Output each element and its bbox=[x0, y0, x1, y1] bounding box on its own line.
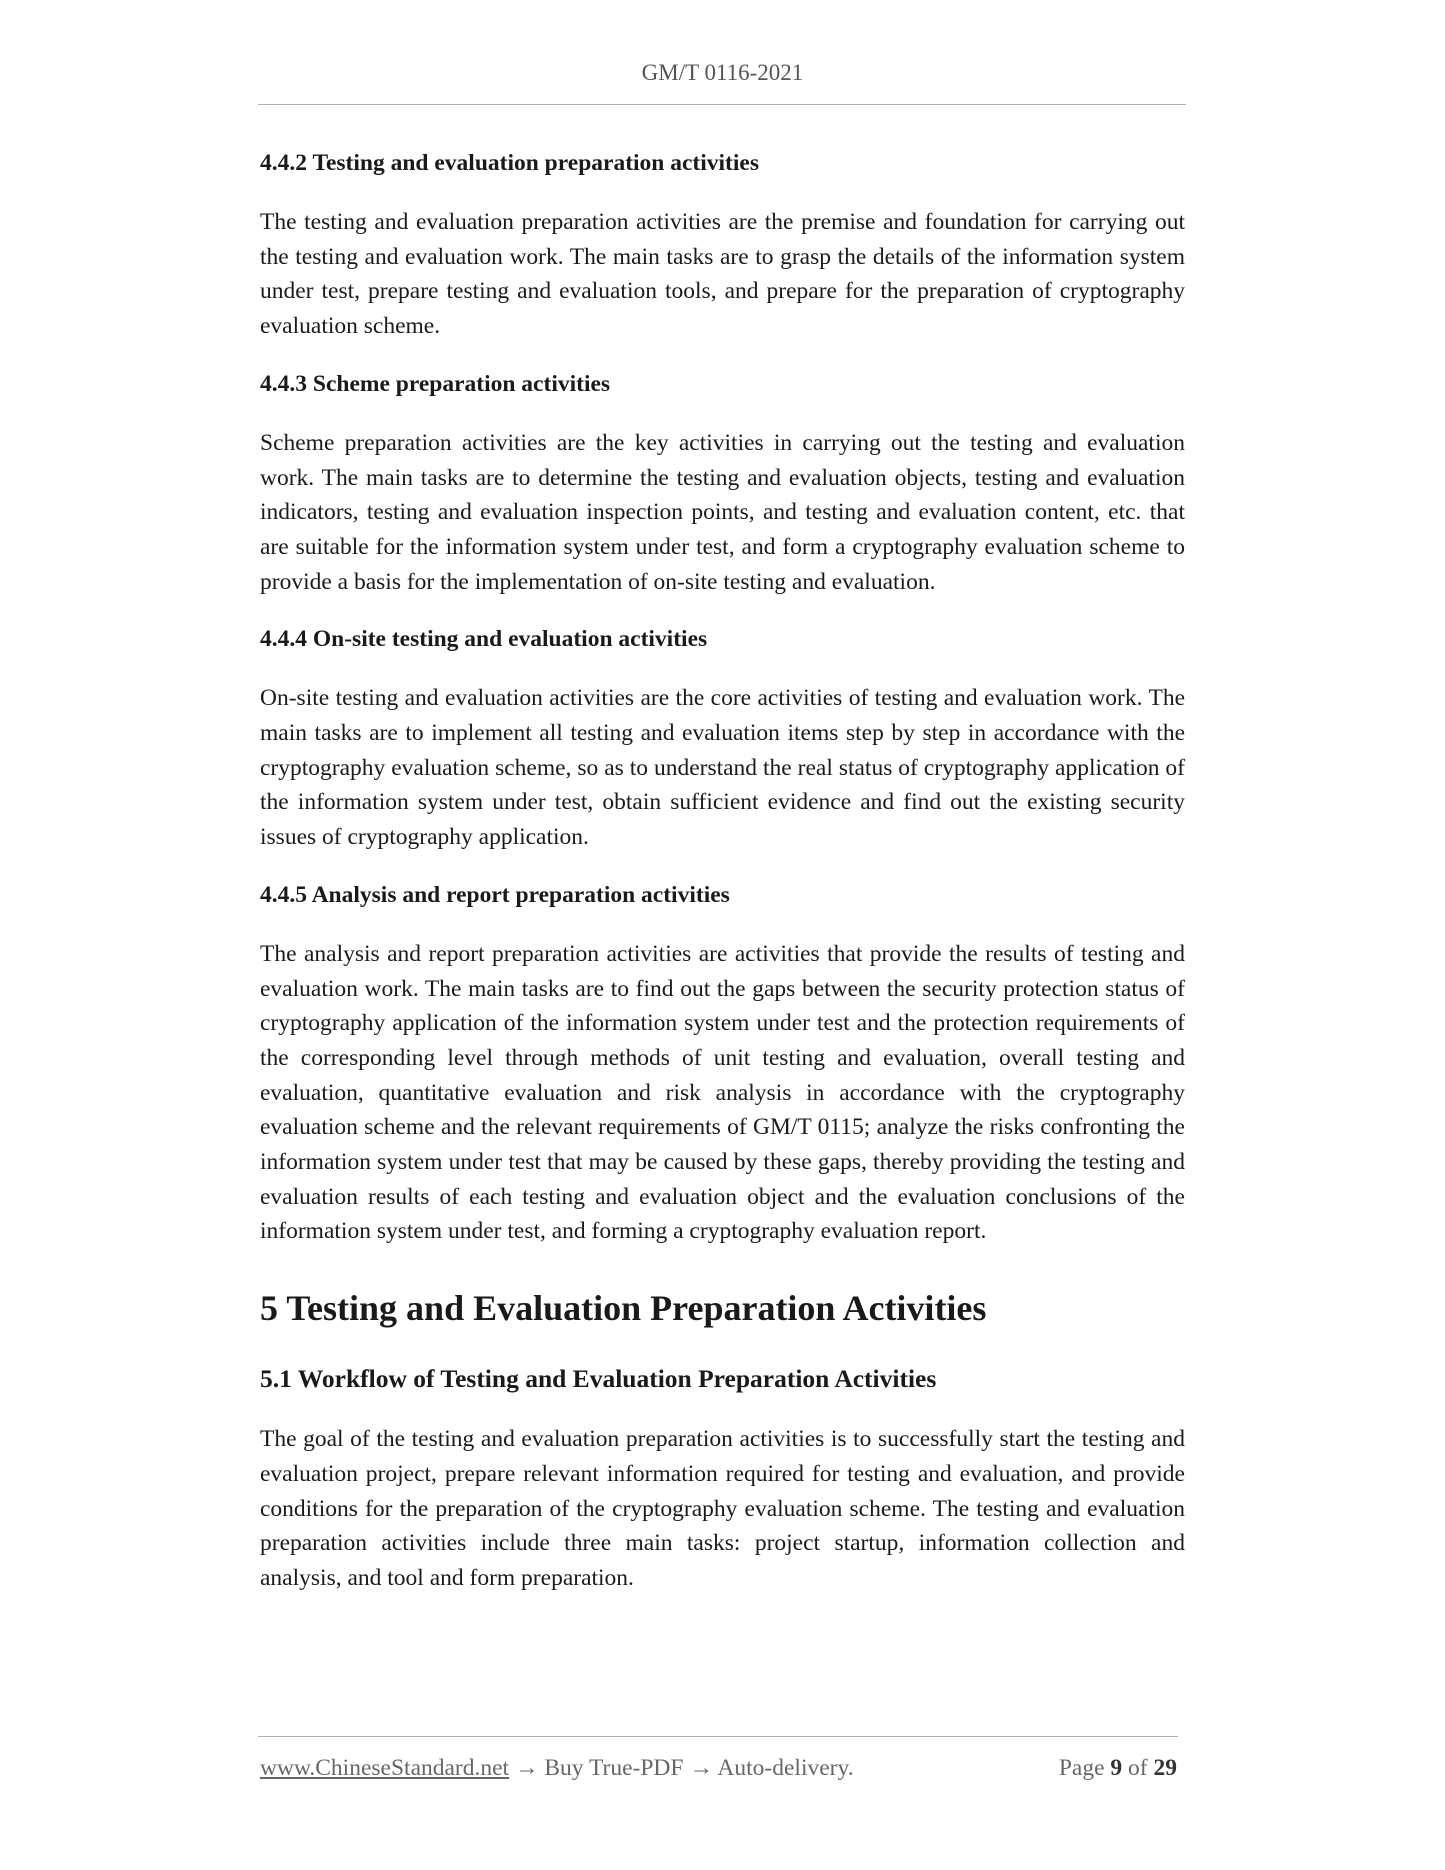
heading-4-4-4: 4.4.4 On-site testing and evaluation activities bbox=[260, 626, 708, 653]
page-label: Page bbox=[1058, 1755, 1105, 1781]
page-current: 9 bbox=[1110, 1755, 1123, 1781]
paragraph-5-1: The goal of the testing and evaluation preparation activities is to successfully start the testing and evaluation project, prepare relevant information required for testing and evaluation, and provide conditions for the preparation of the cryptography evaluation scheme. The testing and evaluation preparation activities include three main tasks: project startup, information collection and analysis, and tool and form preparation. bbox=[260, 1426, 1185, 1591]
heading-chapter-5: 5 Testing and Evaluation Preparation Activities bbox=[260, 1288, 987, 1329]
header-divider bbox=[258, 104, 1186, 105]
footer-promo bbox=[260, 1755, 854, 1782]
arrow-right-icon: → bbox=[689, 1755, 713, 1781]
page-of-label: of bbox=[1128, 1755, 1148, 1781]
page-content bbox=[260, 148, 1185, 1621]
footer-divider bbox=[258, 1736, 1178, 1737]
arrow-right-icon: → bbox=[514, 1755, 539, 1781]
auto-delivery-text: Auto-delivery. bbox=[717, 1755, 854, 1781]
heading-5-1: 5.1 Workflow of Testing and Evaluation Preparation Activities bbox=[260, 1364, 937, 1394]
chinesestandard-link[interactable]: www.ChineseStandard.net bbox=[260, 1755, 510, 1781]
paragraph-4-4-5: The analysis and report preparation activities are activities that provide the results of testing and evaluation work. The main tasks are to find out the gaps between the security protection status of cryptography application of the information system under test and the protection requirements of the corresponding level through methods of unit testing and evaluation, overall testing and evaluation, quantitative evaluation and risk analysis in accordance with the cryptography evaluation scheme and the relevant requirements of GM/T 0115; analyze the risks confronting the information system under test that may be caused by these gaps, thereby providing the testing and evaluation results of each testing and evaluation object and the evaluation conclusions of the information system under test, and forming a cryptography evaluation report. bbox=[260, 940, 1185, 1245]
heading-4-4-2: 4.4.2 Testing and evaluation preparation activities bbox=[260, 150, 759, 176]
paragraph-4-4-3: Scheme preparation activities are the key activities in carrying out the testing and evaluation work. The main tasks are to determine the testing and evaluation objects, testing and evaluation indicators, testing and evaluation inspection points, and testing and evaluation content, etc. that are suitable for the information system under test, and form a cryptography evaluation scheme to provide a basis for the implementation of on-site testing and evaluation. bbox=[260, 429, 1185, 595]
paragraph-4-4-2: The testing and evaluation preparation activities are the premise and foundation for carrying out the testing and evaluation work. The main tasks are to grasp the details of the information system under test, prepare testing and evaluation tools, and prepare for the preparation of cryptography evaluation scheme. bbox=[260, 209, 1185, 340]
paragraph-4-4-4: On-site testing and evaluation activities are the core activities of testing and evaluation work. The main tasks are to implement all testing and evaluation items step by step in accordance with the cryptography evaluation scheme, so as to understand the real status of cryptography application of the information system under test, obtain sufficient evidence and find out the existing security issues of cryptography application. bbox=[260, 685, 1185, 851]
buy-true-pdf-text: Buy True-PDF bbox=[544, 1755, 684, 1781]
heading-4-4-3: 4.4.3 Scheme preparation activities bbox=[260, 370, 611, 397]
heading-4-4-5: 4.4.5 Analysis and report preparation activities bbox=[260, 881, 730, 908]
page-total: 29 bbox=[1153, 1755, 1177, 1781]
page-number bbox=[1059, 1755, 1177, 1782]
document-header: GM/T 0116-2021 bbox=[641, 60, 804, 85]
